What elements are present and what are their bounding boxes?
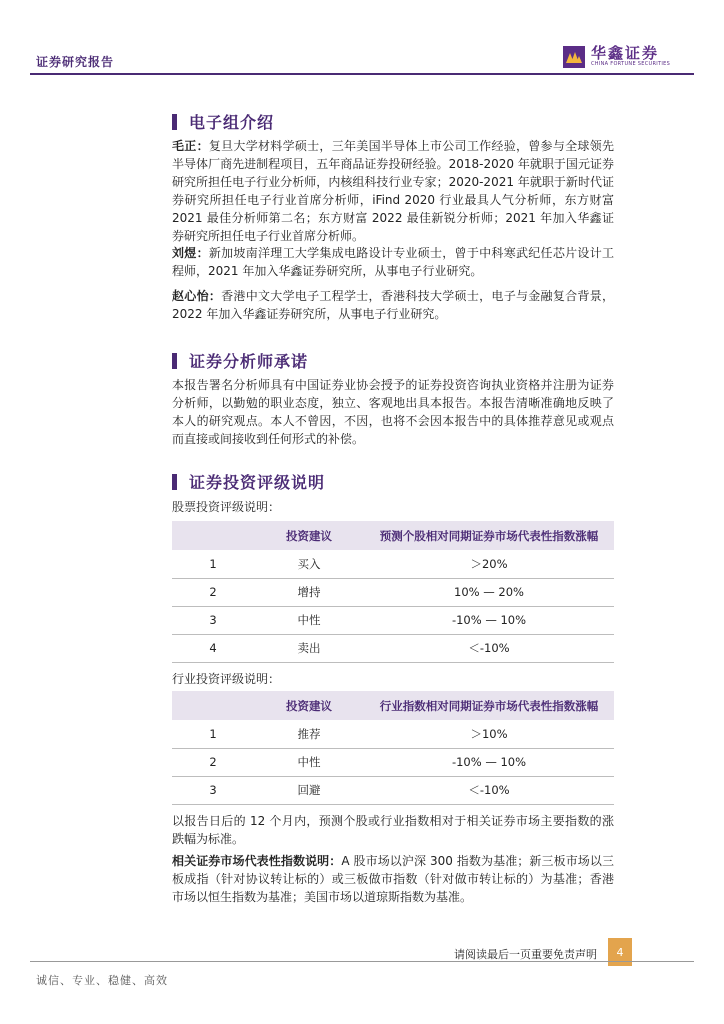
table-row [172,606,614,634]
table-header-cell [172,691,254,720]
table-cell: 推荐 [254,720,364,748]
section-title-rating [172,470,325,493]
index-benchmark-note [172,852,614,906]
company-motto: 诚信、专业、稳健、高效 [36,974,168,987]
table-cell: 1 [172,550,254,578]
company-logo [563,45,670,68]
industry-rating-table [172,691,614,805]
section-title-commitment [172,349,308,372]
section-marker [172,114,177,130]
logo-name-en: CHINA FORTUNE SECURITIES [591,61,671,67]
member-bio [172,137,614,245]
table-cell: 卖出 [254,634,364,662]
table-cell: 4 [172,634,254,662]
member-name: 刘煜： [172,246,209,260]
section-title-team [172,110,274,133]
table-cell: 增持 [254,578,364,606]
table-cell: ＞10% [364,720,614,748]
table-cell: 1 [172,720,254,748]
table-header-cell: 投资建议 [254,691,364,720]
table-header-cell: 投资建议 [254,521,364,550]
section-title-text: 证券分析师承诺 [189,352,309,371]
table-cell: 10% — 20% [364,578,614,606]
rating-period-note: 以报告日后的 12 个月内，预测个股或行业指数相对于相关证券市场主要指数的涨跌幅为标准。 [172,814,614,846]
disclaimer-notice: 请阅读最后一页重要免责声明 [454,948,597,961]
table-cell: 回避 [254,776,364,804]
table-row [172,720,614,748]
stock-rating-table [172,521,614,663]
table-row [172,578,614,606]
table-cell: ＜-10% [364,776,614,804]
member-bio [172,244,614,280]
table-cell: 中性 [254,748,364,776]
table-cell: -10% — 10% [364,748,614,776]
table-cell: 中性 [254,606,364,634]
section-marker [172,474,177,490]
stock-rating-label: 股票投资评级说明： [172,500,281,514]
index-benchmark-heading: 相关证券市场代表性指数说明： [172,854,342,868]
table-cell: ＜-10% [364,634,614,662]
section-title-text: 电子组介绍 [189,113,275,132]
table-cell: ＞20% [364,550,614,578]
logo-emblem-icon [563,46,585,68]
report-type-label: 证券研究报告 [36,55,115,69]
page-number: 4 [608,938,632,966]
industry-rating-label: 行业投资评级说明： [172,672,281,686]
table-row [172,634,614,662]
index-benchmark-text: A 股市场以沪深 300 指数为基准；新三板市场以三板成指（针对协议转让标的）或三板做市指数（针对做市转让标的）为基准；香港市场以恒生指数为基准；美国市场以道琼斯指数为基准。 [172,854,614,904]
table-header-cell: 预测个股相对同期证券市场代表性指数涨幅 [364,521,614,550]
commitment-text: 本报告署名分析师具有中国证券业协会授予的证券投资咨询执业资格并注册为证券分析师，以勤勉的职业态度，独立、客观地出具本报告。本报告清晰准确地反映了本人的研究观点。本人不曾因，不因，也将不会因本报告中的具体推荐意见或观点而直接或间接收到任何形式的补偿。 [172,378,614,446]
header-divider [30,73,694,75]
member-bio [172,287,614,323]
table-cell: 3 [172,606,254,634]
table-cell: 2 [172,578,254,606]
table-cell: 买入 [254,550,364,578]
table-header-cell: 行业指数相对同期证券市场代表性指数涨幅 [364,691,614,720]
footer-divider [30,961,694,962]
table-cell: -10% — 10% [364,606,614,634]
member-bio-text: 新加坡南洋理工大学集成电路设计专业硕士，曾于中科寒武纪任芯片设计工程师，2021 年加入华鑫证券研究所，从事电子行业研究。 [172,246,614,278]
table-row [172,748,614,776]
section-marker [172,353,177,369]
section-title-text: 证券投资评级说明 [189,473,326,492]
member-name: 毛正： [172,139,209,153]
member-name: 赵心怡： [172,289,222,303]
table-row [172,550,614,578]
member-bio-text: 复旦大学材料学硕士，三年美国半导体上市公司工作经验，曾参与全球领先半导体厂商先进制程项目，五年商品证券投研经验。2018-2020 年就职于国元证券研究所担任电子行业分析师，内核组科技行业专家；2020-2021 年就职于新时代证券研究所担任电子行业首席分析师，iFind 2020 行业最具人气分析师，东方财富 2021 最佳分析师第二名；东方财富 2022 最佳新锐分析师；2021 年加入华鑫证券研究所担任电子行业首席分析师。 [172,139,614,243]
table-cell: 2 [172,748,254,776]
logo-name-cn: 华鑫证券 [591,44,660,62]
member-bio-text: 香港中文大学电子工程学士，香港科技大学硕士，电子与金融复合背景，2022 年加入华鑫证券研究所，从事电子行业研究。 [172,289,614,321]
table-cell: 3 [172,776,254,804]
table-header-cell [172,521,254,550]
table-header-row [172,691,614,720]
table-row [172,776,614,804]
table-header-row [172,521,614,550]
